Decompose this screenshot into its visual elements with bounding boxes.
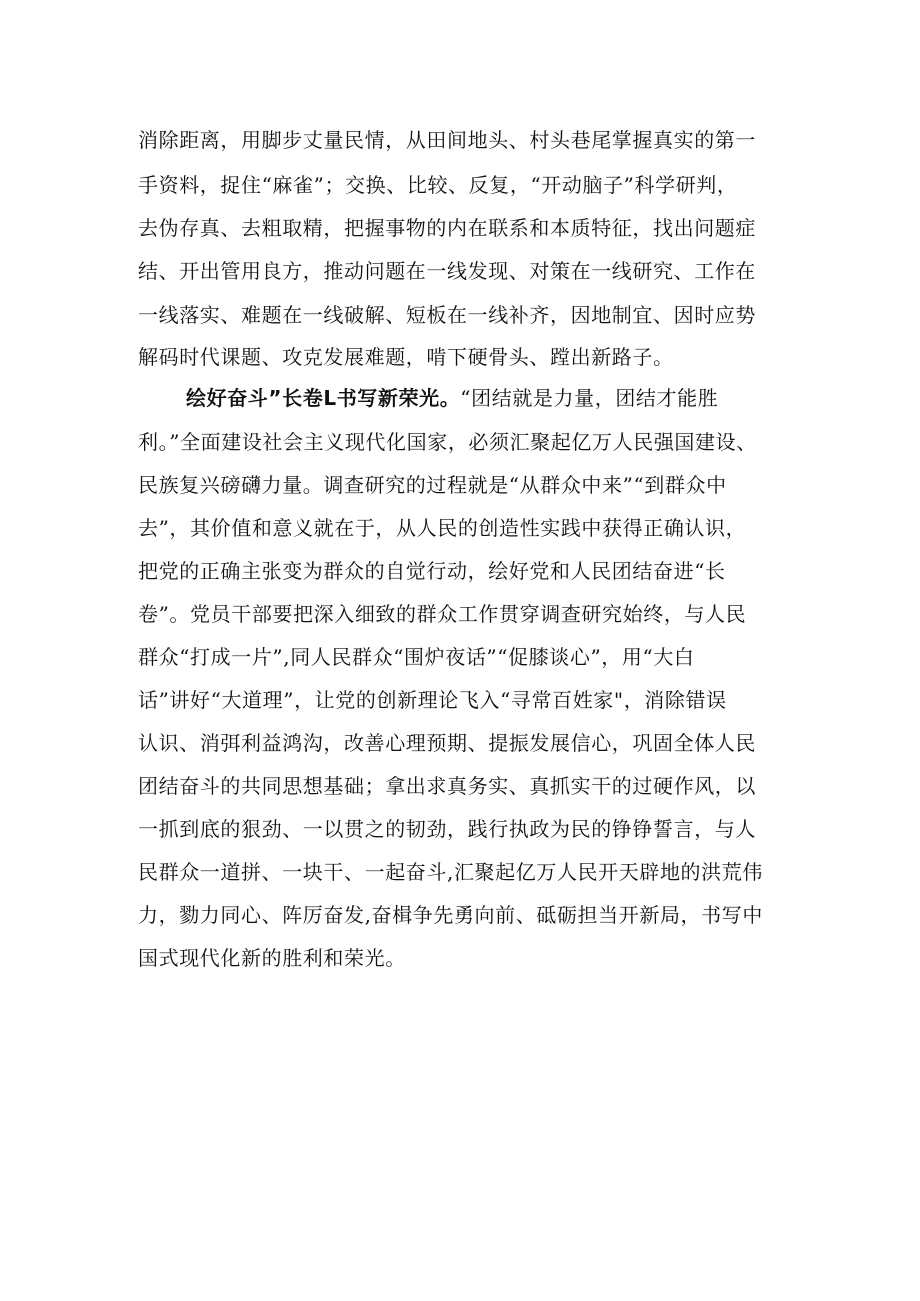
paragraph2-line: 话”讲好“大道理”，让党的创新理论飞入“寻常百姓家"，消除错误: [138, 688, 727, 712]
paragraph2-line: 把党的正确主张变为群众的自觉行动，绘好党和人民团结奋进“长: [138, 559, 726, 583]
paragraph2-first-line: [186, 383, 718, 413]
paragraph2-line: 认识、消弭利益鸿沟，改善心理预期、提振发展信心，巩固全体人民: [138, 731, 756, 755]
paragraph2-line: 民群众一道拼、一块干、一起奋斗,汇聚起亿万人民开天辟地的洪荒伟: [138, 860, 763, 884]
paragraph2-line: 国式现代化新的胜利和荣光。: [138, 946, 406, 970]
paragraph1-line: 去伪存真、去粗取精，把握事物的内在联系和本质特征，找出问题症: [138, 216, 756, 240]
paragraph1-line: 手资料，捉住“麻雀”；交换、比较、反复，“开动脑子”科学研判，: [138, 173, 738, 197]
paragraph2-heading: 绘好奋斗”长卷L书写新荣光。: [186, 386, 461, 410]
paragraph1-line: 消除距离，用脚步丈量民情，从田间地头、村头巷尾掌握真实的第一: [138, 128, 756, 152]
paragraph2-line: 团结奋斗的共同思想基础；拿出求真务实、真抓实干的过硬作风，以: [138, 774, 756, 798]
paragraph2-line: 民族复兴磅礴力量。调查研究的过程就是“从群众中来”“到群众中: [138, 473, 727, 497]
paragraph2-line: 一抓到底的狠劲、一以贯之的韧劲，践行执政为民的铮铮誓言，与人: [138, 817, 756, 841]
paragraph1-line: 结、开出管用良方，推动问题在一线发现、对策在一线研究、工作在: [138, 259, 756, 283]
paragraph2-line: 卷”。党员干部要把深入细致的群众工作贯穿调查研究始终，与人民: [138, 602, 747, 626]
paragraph2-line: 利。”全面建设社会主义现代化国家，必须汇聚起亿万人民强国建设、: [138, 430, 757, 454]
paragraph2-line: 群众“打成一片”,同人民群众“围炉夜话”“促膝谈心”，用“大白: [138, 645, 695, 669]
paragraph2-line: 力，勠力同心、阵厉奋发,奋楫争先勇向前、砥砺担当开新局，书写中: [138, 903, 763, 927]
paragraph1-line: 一线落实、难题在一线破解、短板在一线补齐，因地制宜、因时应势: [138, 303, 756, 327]
paragraph1-line: 解码时代课题、攻克发展难题，啃下硬骨头、蹚出新路子。: [138, 345, 674, 369]
paragraph2-line: 去”，其价值和意义就在于，从人民的创造性实践中获得正确认识，: [138, 516, 747, 540]
paragraph2-first-line-rest: “团结就是力量，团结才能胜: [460, 386, 719, 410]
